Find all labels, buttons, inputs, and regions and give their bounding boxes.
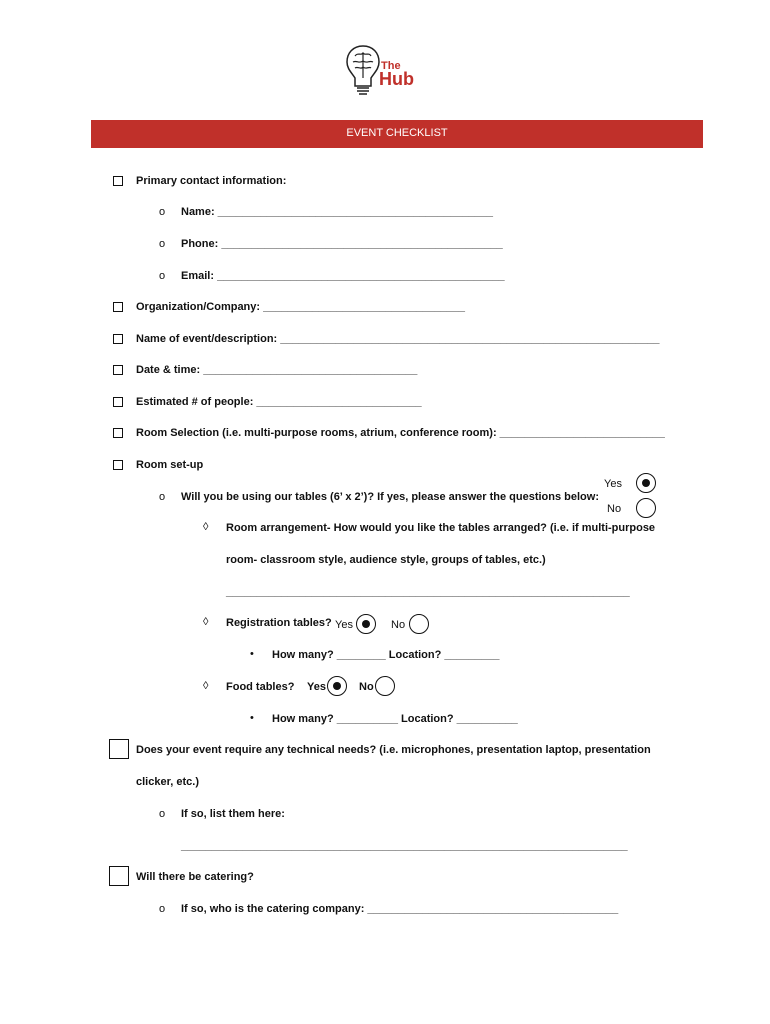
checkbox-event-name[interactable] (113, 334, 123, 344)
checkbox-organization[interactable] (113, 302, 123, 312)
food-no-label: No (359, 681, 374, 693)
bullet-circle-icon: o (159, 808, 166, 820)
logo-text-the: The (381, 60, 401, 72)
registration-no-radio[interactable] (409, 614, 429, 634)
checkbox-date-time[interactable] (113, 365, 123, 375)
diamond-bullet-icon: ◊ (203, 521, 209, 533)
catering-label: Will there be catering? (136, 871, 254, 883)
radio-selected-dot (333, 682, 341, 690)
banner-title: EVENT CHECKLIST (346, 127, 448, 139)
room-arrangement-field[interactable]: __________________________________________________________________ (226, 586, 630, 598)
event-checklist-banner (91, 120, 703, 148)
contact-name-field[interactable]: Name: _____________________________________________ (181, 206, 493, 218)
checkbox-estimated-people[interactable] (113, 397, 123, 407)
room-selection-field[interactable]: Room Selection (i.e. multi-purpose rooms, atrium, conference room): ___________________________ (136, 427, 665, 439)
registration-yes-radio[interactable] (356, 614, 376, 634)
contact-email-field[interactable]: Email: _______________________________________________ (181, 270, 505, 282)
food-no-radio[interactable] (375, 676, 395, 696)
date-time-field[interactable]: Date & time: ___________________________________ (136, 364, 418, 376)
technical-needs-label-cont: clicker, etc.) (136, 776, 199, 788)
bullet-circle-icon: o (159, 206, 166, 218)
event-name-field[interactable]: Name of event/description: ______________________________________________________________ (136, 333, 660, 345)
checkbox-primary-contact[interactable] (113, 176, 123, 186)
room-setup-label: Room set-up (136, 459, 204, 471)
tables-yes-label: Yes (604, 478, 622, 490)
bullet-circle-icon: o (159, 238, 166, 250)
contact-phone-field[interactable]: Phone: ______________________________________________ (181, 238, 503, 250)
registration-details-field[interactable]: How many? ________ Location? _________ (272, 649, 500, 661)
checkbox-technical-needs[interactable] (109, 739, 129, 759)
radio-selected-dot (362, 620, 370, 628)
primary-contact-label: Primary contact information: (136, 175, 287, 187)
technical-needs-label: Does your event require any technical needs? (i.e. microphones, presentation laptop, presentation (136, 744, 651, 756)
checkbox-catering[interactable] (109, 866, 129, 886)
room-arrangement-label: Room arrangement- How would you like the tables arranged? (i.e. if multi-purpose (226, 522, 656, 534)
food-yes-label: Yes (307, 681, 326, 693)
checkbox-room-setup[interactable] (113, 460, 123, 470)
checkbox-room-selection[interactable] (113, 428, 123, 438)
registration-no-label: No (391, 619, 406, 631)
bullet-dot-icon: • (250, 648, 254, 660)
bullet-circle-icon: o (159, 270, 166, 282)
diamond-bullet-icon: ◊ (203, 616, 209, 628)
tables-no-radio[interactable] (636, 498, 656, 518)
food-tables-label: Food tables? (226, 681, 295, 693)
catering-company-field[interactable]: If so, who is the catering company: _________________________________________ (181, 903, 619, 915)
registration-yes-label: Yes (335, 619, 353, 631)
bullet-circle-icon: o (159, 491, 166, 503)
technical-list-label: If so, list them here: (181, 808, 285, 820)
organization-field[interactable]: Organization/Company: _________________________________ (136, 301, 466, 313)
registration-tables-label: Registration tables? (226, 617, 332, 629)
food-yes-radio[interactable] (327, 676, 347, 696)
room-arrangement-label-cont: room- classroom style, audience style, groups of tables, etc.) (226, 554, 546, 566)
tables-no-label: No (607, 503, 622, 515)
estimated-people-field[interactable]: Estimated # of people: ___________________________ (136, 396, 422, 408)
technical-list-field[interactable]: _________________________________________________________________________ (181, 840, 628, 852)
radio-selected-dot (642, 479, 650, 487)
logo-text-hub: Hub (379, 69, 414, 89)
tables-question: Will you be using our tables (6’ x 2’)? If yes, please answer the questions below: (181, 491, 599, 503)
bullet-circle-icon: o (159, 903, 166, 915)
tables-yes-radio[interactable] (636, 473, 656, 493)
food-details-field[interactable]: How many? __________ Location? __________ (272, 713, 518, 725)
lightbulb-brain-icon (345, 44, 381, 100)
bullet-dot-icon: • (250, 712, 254, 724)
hub-logo (345, 44, 425, 102)
diamond-bullet-icon: ◊ (203, 680, 209, 692)
